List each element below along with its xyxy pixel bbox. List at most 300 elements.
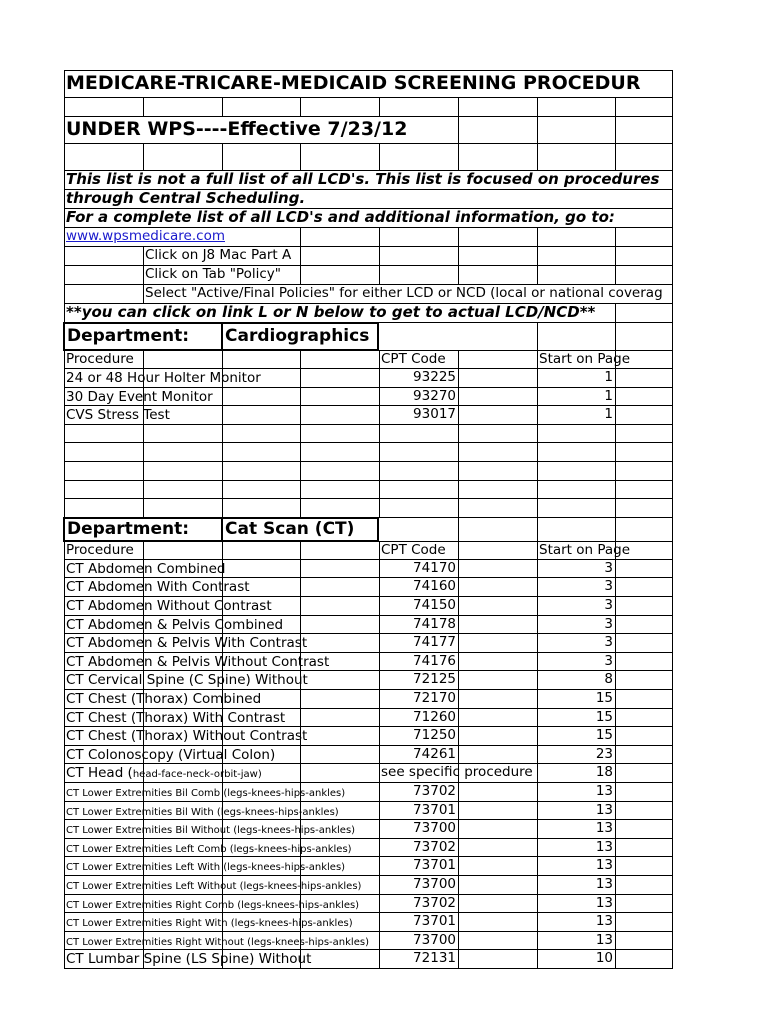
- col-border: [64, 265, 65, 285]
- col-border: [300, 577, 301, 597]
- col-border: [458, 498, 459, 518]
- col-border: [537, 819, 538, 839]
- col-border: [64, 856, 65, 876]
- col-border: [458, 424, 459, 443]
- col-border: [64, 708, 65, 727]
- col-border: [615, 726, 616, 746]
- col-border: [458, 97, 459, 117]
- table-row-procedure: [66, 931, 369, 950]
- cardio-page-header: Start on Page: [539, 351, 631, 367]
- cpt-code: 73702: [413, 894, 456, 911]
- col-border: [379, 652, 380, 671]
- col-border: [458, 116, 459, 144]
- col-border: [300, 498, 301, 518]
- col-border: [379, 875, 380, 895]
- cpt-code: 72131: [413, 950, 456, 967]
- col-border: [379, 387, 380, 406]
- col-border: [458, 442, 459, 462]
- procedure-name: 30 Day Event Monitor: [66, 388, 213, 405]
- col-border: [537, 763, 538, 783]
- link-note: **you can click on link L or N below to get to actual LCD/NCD**: [66, 303, 596, 321]
- table-row-procedure: [66, 368, 261, 387]
- col-border: [64, 745, 65, 764]
- procedure-name: CT Abdomen Combined: [66, 560, 226, 577]
- cardio-procedure-header: Procedure: [66, 351, 134, 367]
- col-border: [300, 387, 301, 406]
- cpt-code: 74170: [413, 559, 456, 576]
- table-row-procedure: [66, 745, 275, 764]
- table-row-procedure: [66, 801, 339, 820]
- cpt-code: 74178: [413, 615, 456, 632]
- col-border: [458, 541, 459, 560]
- col-border: [615, 670, 616, 690]
- col-border: [64, 615, 65, 634]
- col-border: [64, 596, 65, 616]
- col-border: [537, 322, 538, 351]
- cpt-code: 74177: [413, 634, 456, 651]
- procedure-name: CT Chest (Thorax) With Contrast: [66, 709, 286, 726]
- col-border: [64, 143, 65, 171]
- col-border: [64, 350, 65, 369]
- procedure-detail: head-face-neck-orbit-jaw): [132, 769, 262, 781]
- start-page: 13: [595, 820, 613, 837]
- col-border: [458, 227, 459, 247]
- col-border: [300, 708, 301, 727]
- col-border: [379, 912, 380, 932]
- table-row-procedure: [66, 405, 170, 424]
- sheet-right-border: [672, 70, 673, 969]
- col-border: [222, 424, 223, 443]
- col-border: [615, 265, 616, 285]
- start-page: 13: [595, 838, 613, 855]
- cardio-department-name: Cardiographics: [225, 326, 370, 346]
- col-border: [300, 442, 301, 462]
- col-border: [615, 708, 616, 727]
- col-border: [537, 708, 538, 727]
- cpt-code: 73701: [413, 857, 456, 874]
- col-border: [615, 745, 616, 764]
- col-border: [537, 442, 538, 462]
- col-border: [379, 745, 380, 764]
- col-border: [615, 424, 616, 443]
- ct-department-name: Cat Scan (CT): [225, 518, 355, 539]
- procedure-name: CT Chest (Thorax) Without Contrast: [66, 728, 308, 745]
- col-border: [615, 368, 616, 388]
- start-page: 13: [595, 894, 613, 911]
- col-border: [458, 708, 459, 727]
- col-border: [537, 227, 538, 247]
- col-border: [615, 596, 616, 616]
- col-border: [458, 782, 459, 802]
- col-border: [379, 143, 380, 171]
- col-border: [64, 480, 65, 499]
- col-border: [458, 745, 459, 764]
- col-border: [222, 143, 223, 171]
- col-border: [64, 368, 65, 388]
- table-row-procedure: [66, 596, 272, 615]
- col-border: [537, 246, 538, 266]
- intro-line-1: This list is not a full list of all LCD's. This list is focused on procedures: [66, 170, 660, 188]
- table-row-procedure: [66, 894, 359, 913]
- col-border: [143, 97, 144, 117]
- col-border: [537, 782, 538, 802]
- table-row-procedure: [66, 633, 307, 652]
- col-border: [458, 246, 459, 266]
- row-border: [64, 143, 673, 144]
- col-border: [64, 652, 65, 671]
- table-row-procedure: [66, 838, 352, 857]
- col-border: [379, 480, 380, 499]
- col-border: [458, 875, 459, 895]
- intro-line-3: For a complete list of all LCD's and additional information, go to:: [66, 208, 615, 226]
- procedure-name: CT Abdomen & Pelvis Without Contrast: [66, 653, 330, 670]
- col-border: [300, 97, 301, 117]
- cpt-code: 73700: [413, 931, 456, 948]
- col-border: [379, 227, 380, 247]
- col-border: [537, 461, 538, 481]
- col-border: [222, 387, 223, 406]
- col-border: [64, 577, 65, 597]
- cpt-code: 73702: [413, 838, 456, 855]
- col-border: [458, 931, 459, 950]
- col-border: [458, 577, 459, 597]
- col-border: [64, 442, 65, 462]
- cpt-code: 74176: [413, 652, 456, 669]
- col-border: [537, 480, 538, 499]
- col-border: [64, 246, 65, 266]
- col-border: [300, 596, 301, 616]
- row-border: [64, 461, 673, 462]
- col-border: [458, 894, 459, 913]
- procedure-name: CT Chest (Thorax) Combined: [66, 691, 262, 707]
- col-border: [379, 97, 380, 117]
- col-border: [537, 368, 538, 388]
- col-border: [537, 387, 538, 406]
- col-border: [537, 116, 538, 144]
- col-border: [64, 208, 65, 228]
- col-border: [143, 246, 144, 266]
- col-border: [379, 424, 380, 443]
- col-border: [537, 350, 538, 369]
- col-border: [458, 480, 459, 499]
- cpt-code: 72170: [413, 690, 456, 706]
- start-page: 13: [595, 857, 613, 874]
- col-border: [615, 405, 616, 425]
- col-border: [458, 596, 459, 616]
- col-border: [615, 97, 616, 117]
- start-page: 3: [604, 559, 613, 576]
- col-border: [458, 801, 459, 820]
- col-border: [143, 265, 144, 285]
- col-border: [537, 405, 538, 425]
- cpt-code: 74160: [413, 578, 456, 595]
- col-border: [64, 97, 65, 117]
- cpt-code: 73701: [413, 801, 456, 818]
- step-2: Click on Tab "Policy": [145, 266, 281, 282]
- col-border: [64, 819, 65, 839]
- start-page: 15: [595, 708, 613, 725]
- start-page: 8: [604, 671, 613, 688]
- sheet-title: MEDICARE-TRICARE-MEDICAID SCREENING PROCEDUR: [66, 72, 641, 94]
- procedure-detail: CT Lower Extremities Left Without (legs-knees-hips-ankles): [66, 881, 362, 892]
- row-border: [64, 424, 673, 425]
- col-border: [537, 143, 538, 171]
- start-page: 1: [604, 387, 613, 404]
- col-border: [143, 541, 144, 560]
- col-border: [64, 931, 65, 950]
- procedure-detail: CT Lower Extremities Right With (legs-knees-hips-ankles): [66, 918, 353, 930]
- col-border: [379, 894, 380, 913]
- col-border: [615, 442, 616, 462]
- start-page: 3: [604, 634, 613, 651]
- col-border: [379, 949, 380, 969]
- col-border: [537, 577, 538, 597]
- cpt-code: 73701: [413, 913, 456, 930]
- start-page: 15: [595, 727, 613, 744]
- procedure-detail: CT Lower Extremities Right Without (legs-knees-hips-ankles): [66, 936, 369, 948]
- col-border: [537, 559, 538, 578]
- col-border: [615, 322, 616, 351]
- col-border: [222, 405, 223, 425]
- start-page: 1: [604, 406, 613, 423]
- col-border: [458, 652, 459, 671]
- col-border: [615, 894, 616, 913]
- col-border: [458, 387, 459, 406]
- col-border: [64, 405, 65, 425]
- col-border: [379, 368, 380, 388]
- department-divider: [221, 517, 223, 542]
- col-border: [64, 424, 65, 443]
- col-border: [458, 856, 459, 876]
- start-page: 1: [604, 369, 613, 385]
- col-border: [64, 689, 65, 709]
- table-row-procedure: [66, 856, 345, 875]
- col-border: [379, 838, 380, 857]
- col-border: [537, 949, 538, 969]
- cpt-code: 74150: [413, 597, 456, 613]
- table-row-procedure: [66, 782, 345, 801]
- col-border: [379, 442, 380, 462]
- col-border: [379, 708, 380, 727]
- col-border: [537, 894, 538, 913]
- col-border: [379, 801, 380, 820]
- col-border: [64, 189, 65, 209]
- col-border: [458, 615, 459, 634]
- ct-department-label: Department:: [67, 518, 190, 539]
- table-row-procedure: [66, 763, 262, 782]
- col-border: [64, 726, 65, 746]
- col-border: [64, 227, 65, 247]
- col-border: [537, 801, 538, 820]
- col-border: [537, 912, 538, 932]
- col-border: [537, 652, 538, 671]
- row-border: [64, 968, 673, 969]
- col-border: [615, 949, 616, 969]
- start-page: 18: [595, 764, 613, 781]
- col-border: [537, 875, 538, 895]
- col-border: [64, 559, 65, 578]
- col-border: [458, 559, 459, 578]
- col-border: [458, 726, 459, 746]
- col-border: [379, 670, 380, 690]
- col-border: [537, 596, 538, 616]
- procedure-name: CT Lumbar Spine (LS Spine) Without: [66, 951, 312, 968]
- col-border: [300, 763, 301, 783]
- cpt-code: 73702: [413, 783, 456, 799]
- col-border: [143, 143, 144, 171]
- col-border: [537, 97, 538, 117]
- col-border: [615, 227, 616, 247]
- col-border: [615, 480, 616, 499]
- cpt-code: see specific procedure: [381, 764, 533, 781]
- start-page: 23: [595, 745, 613, 762]
- department-divider: [221, 322, 223, 351]
- table-row-procedure: [66, 708, 285, 727]
- col-border: [379, 559, 380, 578]
- col-border: [64, 541, 65, 560]
- table-row-procedure: [66, 689, 261, 708]
- procedure-detail: CT Lower Extremities Right Comb (legs-knees-hips-ankles): [66, 899, 360, 911]
- col-border: [222, 350, 223, 369]
- start-page: 3: [604, 615, 613, 632]
- col-border: [458, 819, 459, 839]
- col-border: [537, 670, 538, 690]
- col-border: [615, 838, 616, 857]
- col-border: [458, 350, 459, 369]
- col-border: [537, 541, 538, 560]
- col-border: [615, 912, 616, 932]
- procedure-name: CT Head (: [66, 765, 133, 782]
- start-page: 13: [595, 801, 613, 818]
- start-page: 13: [595, 783, 613, 799]
- col-border: [64, 70, 65, 98]
- cpt-code: 71250: [413, 727, 456, 744]
- col-border: [379, 405, 380, 425]
- col-border: [300, 424, 301, 443]
- col-border: [458, 689, 459, 709]
- col-border: [379, 633, 380, 653]
- procedure-detail: CT Lower Extremities Bil With (legs-knees-hips-ankles): [66, 806, 339, 818]
- col-border: [615, 461, 616, 481]
- col-border: [379, 265, 380, 285]
- col-border: [300, 143, 301, 171]
- start-page: 3: [604, 578, 613, 595]
- col-border: [379, 615, 380, 634]
- start-page: 3: [604, 597, 613, 613]
- table-row-procedure: [66, 577, 250, 596]
- ct-cpt-header: CPT Code: [381, 541, 446, 558]
- col-border: [379, 726, 380, 746]
- col-border: [458, 265, 459, 285]
- procedure-detail: CT Lower Extremities Bil Without (legs-knees-hips-ankles): [66, 825, 356, 837]
- col-border: [143, 498, 144, 518]
- ct-page-header: Start on Page: [539, 541, 631, 558]
- procedure-name: CT Cervical Spine (C Spine) Without: [66, 672, 308, 689]
- start-page: 13: [595, 931, 613, 948]
- table-row-procedure: [66, 726, 307, 745]
- procedure-name: CT Abdomen & Pelvis Combined: [66, 616, 284, 633]
- col-border: [615, 387, 616, 406]
- col-border: [615, 559, 616, 578]
- col-border: [64, 116, 65, 144]
- procedure-name: CT Abdomen & Pelvis With Contrast: [66, 635, 308, 652]
- col-border: [64, 498, 65, 518]
- col-border: [222, 498, 223, 518]
- col-border: [143, 284, 144, 304]
- row-border: [64, 442, 673, 443]
- start-page: 15: [595, 690, 613, 706]
- col-border: [379, 350, 380, 369]
- cpt-code: 93017: [413, 406, 456, 423]
- sheet-subtitle: UNDER WPS----Effective 7/23/12: [66, 118, 408, 140]
- table-row-procedure: [66, 875, 361, 894]
- col-border: [379, 577, 380, 597]
- col-border: [458, 368, 459, 388]
- col-border: [64, 461, 65, 481]
- col-border: [615, 819, 616, 839]
- col-border: [379, 689, 380, 709]
- table-row-procedure: [66, 652, 329, 671]
- col-border: [458, 517, 459, 542]
- col-border: [222, 480, 223, 499]
- col-border: [64, 912, 65, 932]
- table-row-procedure: [66, 559, 226, 578]
- col-border: [458, 633, 459, 653]
- col-border: [537, 838, 538, 857]
- procedure-detail: CT Lower Extremities Left With (legs-knees-hips-ankles): [66, 862, 346, 874]
- col-border: [379, 763, 380, 783]
- col-border: [64, 387, 65, 406]
- col-border: [300, 350, 301, 369]
- col-border: [615, 856, 616, 876]
- cardio-department-label: Department:: [67, 326, 190, 346]
- col-border: [143, 442, 144, 462]
- col-border: [615, 498, 616, 518]
- col-border: [537, 726, 538, 746]
- col-border: [615, 517, 616, 542]
- col-border: [537, 615, 538, 634]
- col-border: [615, 303, 616, 323]
- col-border: [300, 368, 301, 388]
- start-page: 10: [595, 950, 613, 967]
- step-1: Click on J8 Mac Part A: [145, 247, 292, 263]
- wps-link[interactable]: www.wpsmedicare.com: [66, 228, 225, 244]
- col-border: [379, 596, 380, 616]
- col-border: [379, 782, 380, 802]
- start-page: 13: [595, 876, 613, 892]
- col-border: [300, 265, 301, 285]
- col-border: [458, 838, 459, 857]
- col-border: [300, 745, 301, 764]
- col-border: [537, 931, 538, 950]
- procedure-name: CT Abdomen Without Contrast: [66, 598, 272, 614]
- col-border: [615, 689, 616, 709]
- col-border: [537, 498, 538, 518]
- cpt-code: 72125: [413, 671, 456, 688]
- col-border: [615, 875, 616, 895]
- col-border: [300, 615, 301, 634]
- col-border: [615, 763, 616, 783]
- col-border: [143, 461, 144, 481]
- col-border: [64, 801, 65, 820]
- col-border: [615, 633, 616, 653]
- col-border: [64, 782, 65, 802]
- col-border: [615, 143, 616, 171]
- start-page: 13: [595, 913, 613, 930]
- cpt-code: 93270: [413, 387, 456, 404]
- col-border: [300, 461, 301, 481]
- cardio-cpt-header: CPT Code: [381, 351, 446, 367]
